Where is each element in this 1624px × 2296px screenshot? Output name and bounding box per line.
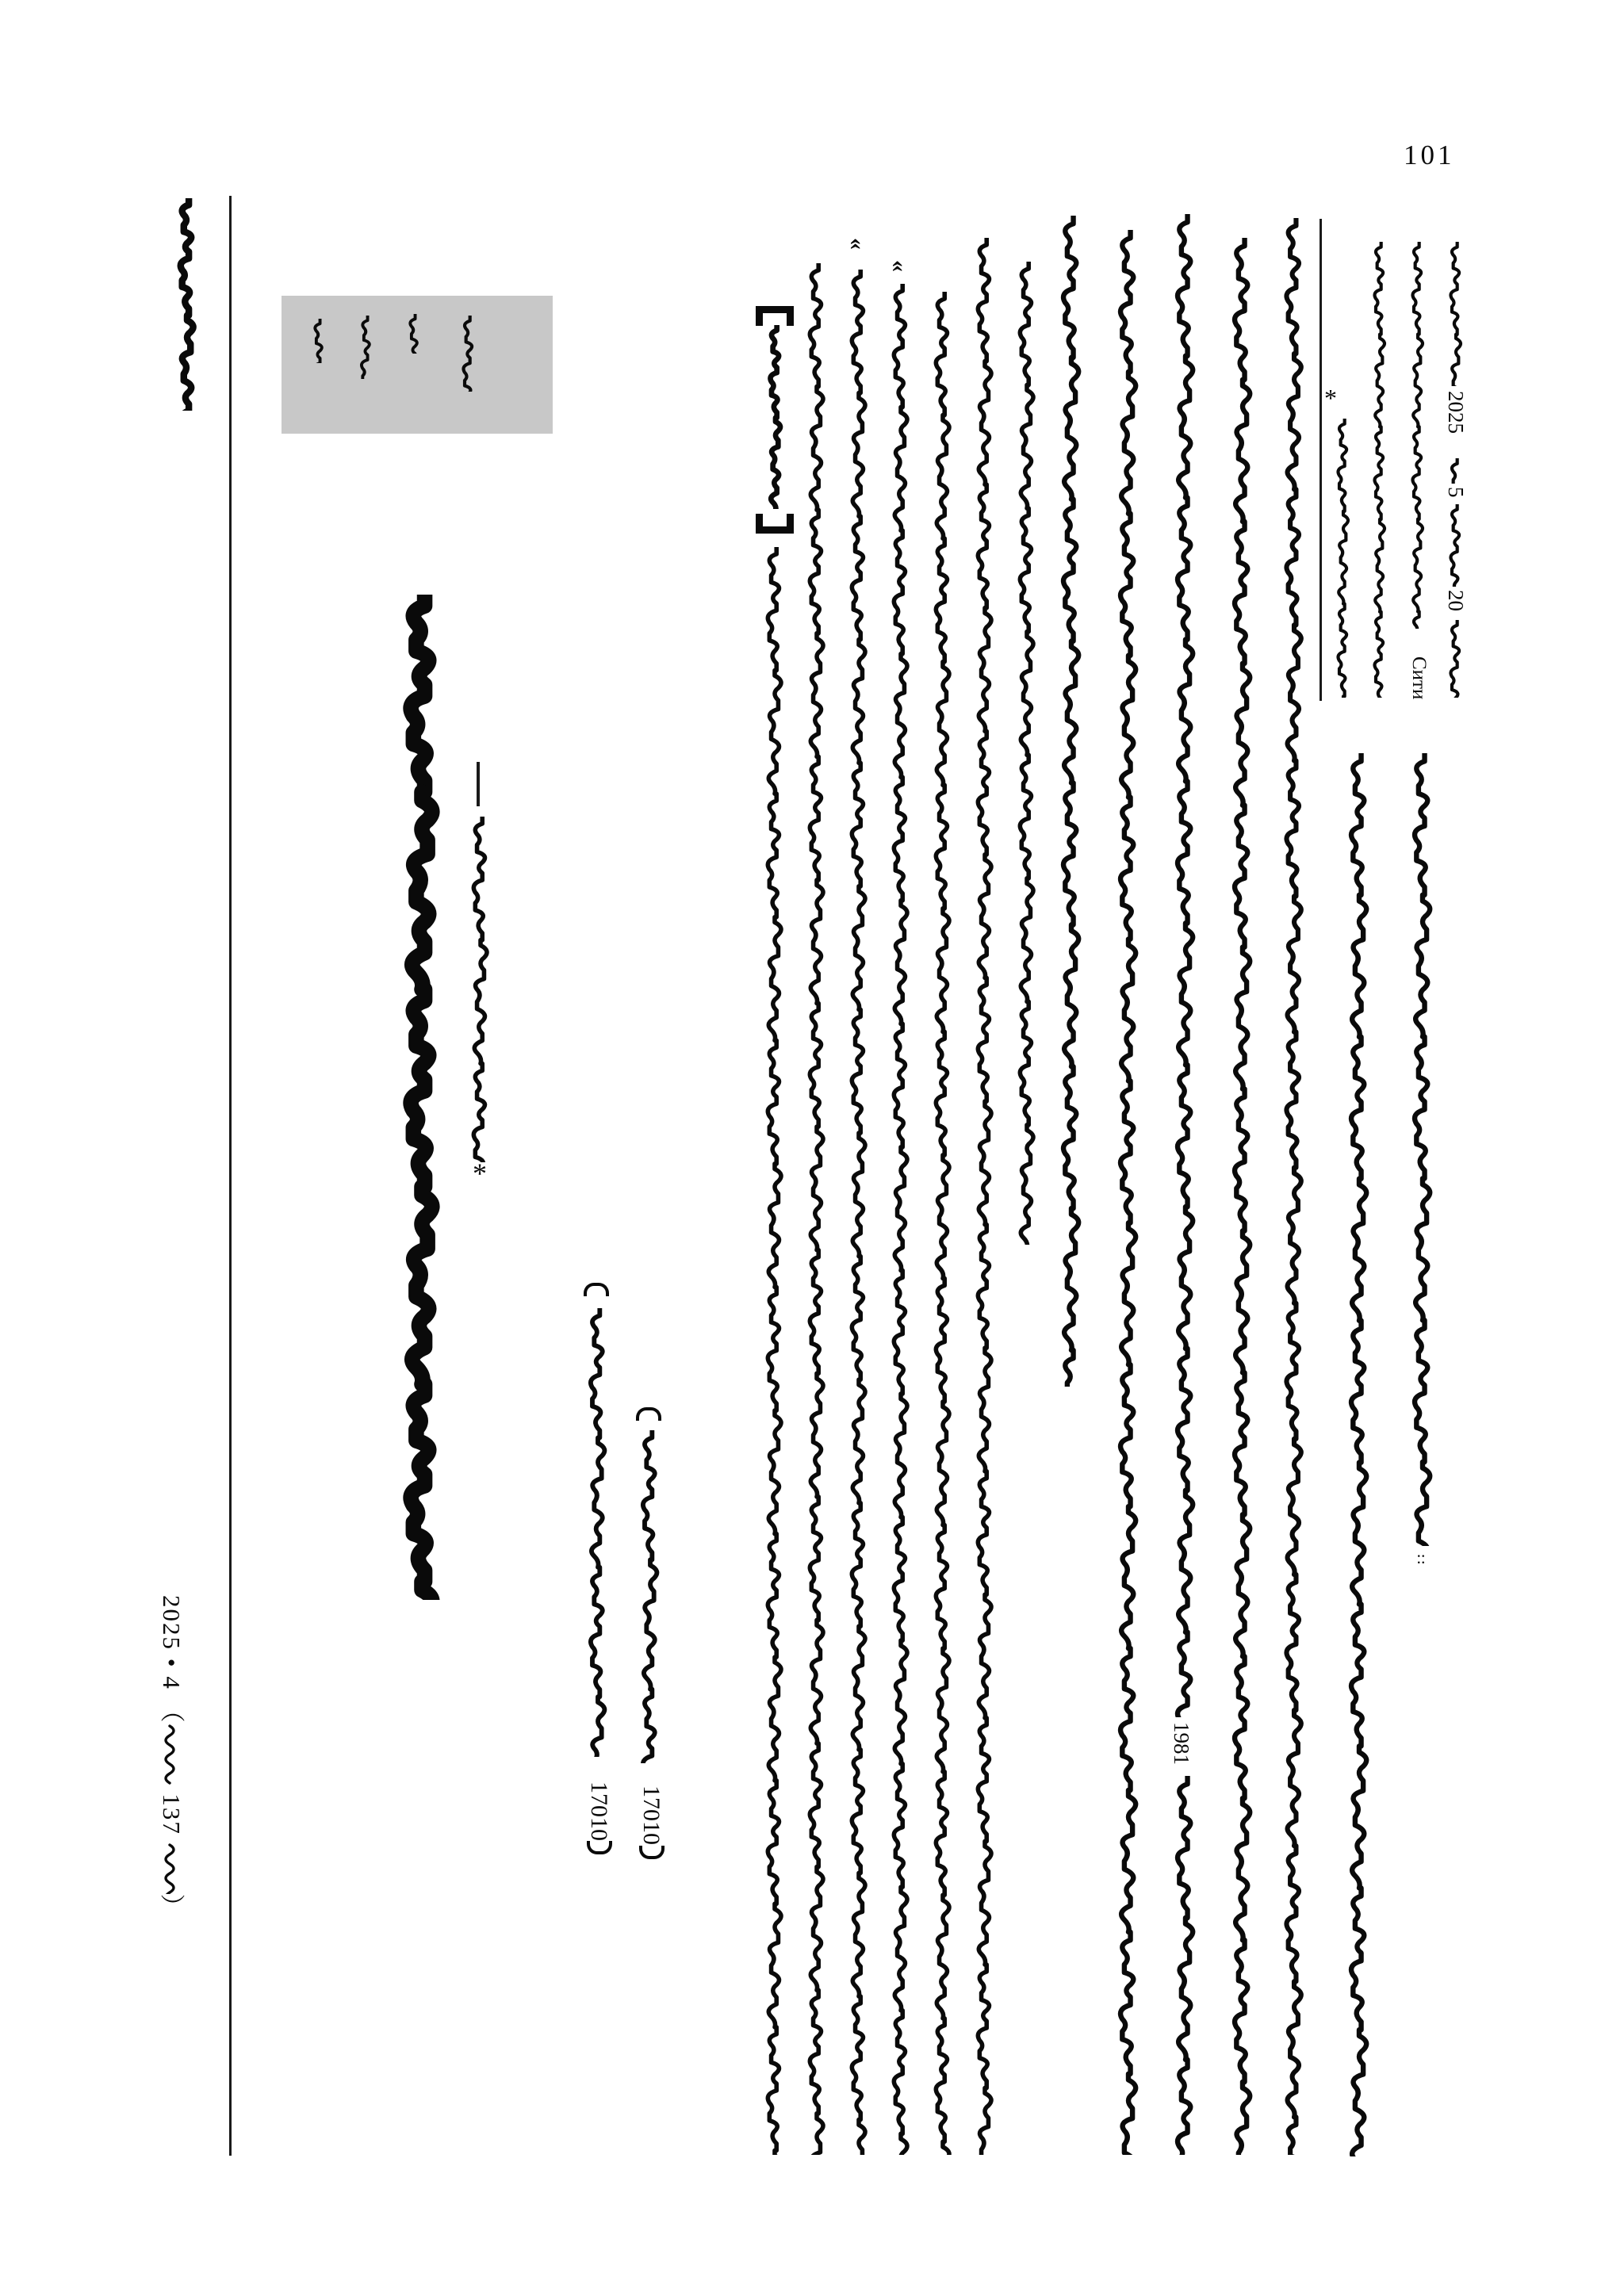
sidebar-rule: [229, 196, 232, 2156]
text-col-6: [969, 238, 1001, 2155]
text-col-12: [1277, 218, 1312, 2155]
footnote-year: 2025: [1444, 391, 1468, 434]
footnote-asterisk: *: [1324, 384, 1337, 412]
text-col-2: [801, 263, 833, 2155]
author1-bracket-open: [584, 1283, 609, 1296]
text-col-13: [1341, 753, 1377, 2156]
article-end-dots: ᠄᠄: [1411, 1551, 1428, 1564]
text-col-10b: [1167, 1776, 1204, 2155]
abstract-bracket-open: [756, 306, 794, 326]
footnote-day: 20: [1444, 590, 1468, 611]
footer-mongolian-word-1: [160, 1724, 179, 1786]
footnote-col-3: [1406, 242, 1430, 629]
footer-paren-open: （: [158, 1697, 186, 1724]
footnote-month: 5: [1444, 487, 1468, 498]
author-1: [581, 1308, 615, 1757]
text-col-4: [885, 284, 917, 2155]
author-2: [634, 1430, 667, 1763]
text-col-9: [1110, 230, 1147, 2155]
journal-name-calligraphy: [172, 198, 202, 411]
footnote-latin-word: Сити: [1408, 656, 1430, 700]
footer-issue: 4: [158, 1676, 186, 1690]
abstract-bracket-close: [756, 514, 794, 534]
footnote-col-2: [1368, 242, 1392, 698]
text-col-8-short: [1053, 216, 1090, 1387]
subtitle-asterisk: *: [473, 1158, 487, 1189]
text-col-11: [1224, 238, 1261, 2155]
text-col-5: [927, 292, 959, 2155]
text-col-7-short: [1011, 262, 1043, 1245]
rubric-col-3: [403, 314, 425, 354]
author2-bracket-close: [639, 1846, 665, 1859]
footnote-col-4b: [1444, 458, 1468, 484]
footer-mongolian-word-2: [160, 1843, 179, 1894]
page-number: 101: [1404, 140, 1455, 170]
issue-footer: [158, 1595, 224, 1952]
text-col-10a: [1167, 214, 1204, 1717]
quote-mark-1: «: [845, 238, 871, 250]
footnote-rule: [1320, 219, 1322, 701]
rubric-col-4: [457, 316, 481, 392]
author1-bracket-close: [587, 1841, 612, 1854]
author2-bracket-open: [636, 1407, 661, 1421]
article-title: [396, 595, 447, 1600]
footnote-col-1: [1331, 419, 1355, 698]
subtitle-dash: [477, 762, 480, 806]
rubric-col-1: [308, 319, 330, 363]
text-col-3: [843, 270, 875, 2155]
rubric-col-2: [355, 316, 377, 379]
footer-dot: •: [158, 1651, 186, 1677]
author1-postcode: 17010: [586, 1781, 612, 1841]
footnote-col-4a: [1444, 242, 1468, 386]
abstract-label-bold: [764, 325, 787, 509]
body-cited-year: 1981: [1170, 1722, 1193, 1765]
text-col-1: [759, 547, 791, 2155]
quote-mark-2: «: [887, 260, 913, 272]
footer-paren-close: ）: [158, 1893, 186, 1920]
text-col-14-last: [1404, 753, 1441, 1546]
footer-total: 137: [158, 1793, 186, 1835]
article-subtitle: [465, 817, 496, 1162]
footer-year: 2025: [158, 1595, 186, 1651]
footnote-col-4c: [1444, 504, 1468, 587]
author2-postcode: 17010: [638, 1785, 665, 1845]
footnote-col-4d: [1444, 620, 1468, 698]
